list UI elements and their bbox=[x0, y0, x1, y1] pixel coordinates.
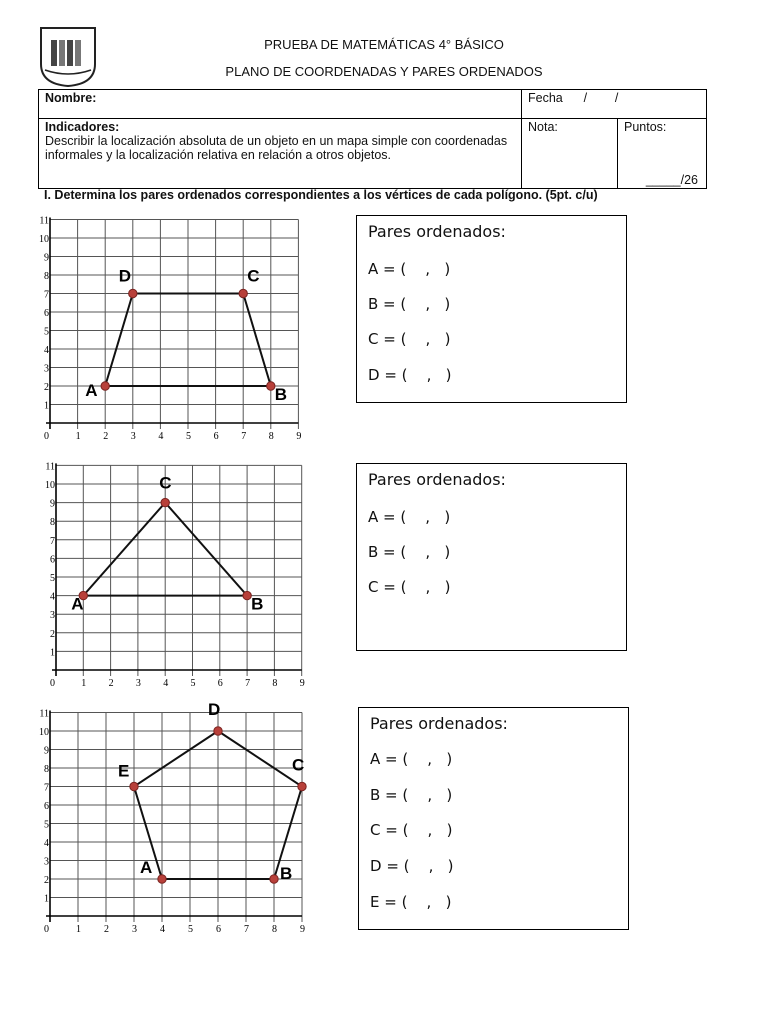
y-tick-label: 7 bbox=[44, 289, 49, 301]
answer-row-c[interactable]: C = ( , ) bbox=[370, 821, 453, 839]
x-tick-label: 4 bbox=[163, 678, 169, 689]
nombre-label: Nombre: bbox=[45, 91, 97, 105]
y-tick-label: 6 bbox=[44, 801, 49, 812]
answer-row-b[interactable]: B = ( , ) bbox=[370, 786, 453, 804]
answer-panel-1 bbox=[356, 215, 627, 403]
y-tick-label: 11 bbox=[39, 215, 49, 227]
y-tick-label: 8 bbox=[44, 271, 49, 282]
puntos-label: Puntos: bbox=[624, 120, 667, 134]
answer-row-b[interactable]: B = ( , ) bbox=[368, 295, 451, 313]
x-tick-label: 4 bbox=[160, 924, 165, 935]
vertex-d bbox=[214, 727, 222, 735]
nota-cell[interactable] bbox=[522, 119, 618, 189]
nombre-field[interactable] bbox=[39, 90, 522, 119]
vertex-c bbox=[298, 782, 306, 790]
vertex-d bbox=[129, 289, 137, 297]
x-tick-label: 1 bbox=[81, 678, 87, 689]
coordinate-grid-1 bbox=[34, 209, 314, 443]
y-tick-label: 1 bbox=[50, 647, 55, 659]
vertex-c bbox=[161, 498, 169, 506]
vertex-label-b: B bbox=[274, 385, 288, 404]
y-tick-label: 9 bbox=[50, 498, 55, 510]
y-tick-label: 8 bbox=[50, 517, 55, 529]
x-tick-label: 2 bbox=[108, 678, 114, 689]
x-tick-label: 9 bbox=[300, 924, 305, 935]
answer-row-d[interactable]: D = ( , ) bbox=[368, 366, 452, 384]
y-tick-label: 11 bbox=[39, 708, 49, 720]
x-tick-label: 8 bbox=[268, 431, 274, 442]
x-tick-label: 6 bbox=[217, 678, 223, 689]
nota-label: Nota: bbox=[528, 120, 558, 134]
answer-row-c[interactable]: C = ( , ) bbox=[368, 578, 451, 596]
y-tick-label: 10 bbox=[39, 727, 49, 738]
x-tick-label: 3 bbox=[130, 431, 136, 442]
coordinate-grid-2 bbox=[34, 457, 314, 689]
vertex-b bbox=[243, 591, 251, 599]
instruction-text: I. Determina los pares ordenados correspondientes a los vértices de cada polígono. (5pt. c/u) bbox=[44, 188, 598, 202]
x-tick-label: 4 bbox=[158, 431, 164, 442]
x-tick-label: 3 bbox=[132, 924, 137, 935]
y-tick-label: 11 bbox=[45, 461, 55, 473]
panel-title: Pares ordenados: bbox=[368, 222, 506, 241]
vertex-label-b: B bbox=[280, 864, 293, 883]
y-tick-label: 2 bbox=[50, 628, 55, 640]
y-tick-label: 4 bbox=[44, 345, 49, 356]
y-tick-label: 5 bbox=[50, 573, 55, 584]
y-tick-label: 10 bbox=[39, 234, 49, 245]
y-tick-label: 1 bbox=[44, 893, 49, 905]
x-tick-label: 0 bbox=[44, 924, 49, 935]
answer-row-a[interactable]: A = ( , ) bbox=[368, 508, 451, 526]
vertex-label-a: A bbox=[140, 858, 153, 877]
x-tick-label: 8 bbox=[272, 924, 277, 935]
x-tick-label: 0 bbox=[44, 431, 49, 442]
y-tick-label: 3 bbox=[44, 363, 49, 375]
vertex-label-a: A bbox=[71, 594, 84, 614]
y-tick-label: 3 bbox=[50, 610, 55, 622]
x-tick-label: 3 bbox=[135, 678, 141, 689]
y-tick-label: 4 bbox=[50, 591, 55, 603]
y-tick-label: 7 bbox=[44, 782, 49, 794]
vertex-label-c: C bbox=[292, 755, 305, 775]
student-info-table bbox=[38, 89, 707, 189]
fecha-label: Fecha / / bbox=[528, 91, 619, 105]
y-tick-label: 9 bbox=[44, 252, 49, 264]
y-tick-label: 2 bbox=[44, 875, 49, 886]
answer-panel-2 bbox=[356, 463, 627, 651]
vertex-e bbox=[130, 782, 138, 790]
vertex-label-c: C bbox=[159, 473, 172, 493]
x-tick-label: 9 bbox=[299, 678, 305, 689]
x-tick-label: 1 bbox=[76, 924, 81, 935]
y-tick-label: 6 bbox=[50, 554, 55, 566]
vertex-a bbox=[158, 875, 166, 883]
exam-title: PRUEBA DE MATEMÁTICAS 4° BÁSICO bbox=[264, 37, 504, 52]
vertex-label-d: D bbox=[208, 702, 221, 719]
indicadores-label: Indicadores: bbox=[45, 120, 120, 134]
vertex-label-e: E bbox=[118, 761, 130, 781]
puntos-cell[interactable] bbox=[618, 119, 707, 189]
vertex-label-d: D bbox=[118, 266, 132, 286]
x-tick-label: 2 bbox=[104, 924, 109, 935]
y-tick-label: 7 bbox=[50, 535, 55, 547]
x-tick-label: 0 bbox=[50, 678, 55, 689]
answer-row-e[interactable]: E = ( , ) bbox=[370, 893, 452, 911]
panel-title: Pares ordenados: bbox=[368, 470, 506, 489]
vertex-label-b: B bbox=[251, 594, 264, 614]
x-tick-label: 2 bbox=[103, 431, 109, 442]
vertex-label-c: C bbox=[247, 266, 260, 286]
vertex-b bbox=[270, 875, 278, 883]
y-tick-label: 1 bbox=[44, 400, 49, 412]
puntos-value: _____/26 bbox=[645, 173, 698, 187]
x-tick-label: 6 bbox=[213, 431, 219, 442]
x-tick-label: 7 bbox=[244, 924, 249, 935]
vertex-b bbox=[267, 382, 275, 390]
x-tick-label: 7 bbox=[241, 431, 247, 442]
answer-panel-3 bbox=[358, 707, 629, 930]
y-tick-label: 4 bbox=[44, 838, 49, 849]
x-tick-label: 5 bbox=[188, 924, 193, 935]
exam-subtitle: PLANO DE COORDENADAS Y PARES ORDENADOS bbox=[225, 64, 543, 79]
y-tick-label: 6 bbox=[44, 308, 49, 319]
y-tick-label: 8 bbox=[44, 764, 49, 775]
panel-title: Pares ordenados: bbox=[370, 714, 508, 733]
y-tick-label: 5 bbox=[44, 326, 49, 338]
vertex-a bbox=[101, 382, 109, 390]
x-tick-label: 7 bbox=[245, 678, 251, 689]
answer-row-a[interactable]: A = ( , ) bbox=[370, 750, 453, 768]
y-tick-label: 3 bbox=[44, 856, 49, 868]
y-tick-label: 2 bbox=[44, 382, 49, 393]
coordinate-grid-3 bbox=[34, 702, 314, 936]
indicadores-text: Describir la localización absoluta de un objeto en un mapa simple con coordenadas informales y la localización relativa en relación a otros objetos. bbox=[45, 134, 508, 162]
answer-row-a[interactable]: A = ( , ) bbox=[368, 260, 451, 278]
x-tick-label: 5 bbox=[190, 678, 196, 689]
y-tick-label: 9 bbox=[44, 745, 49, 757]
vertex-c bbox=[239, 289, 247, 297]
x-tick-label: 1 bbox=[75, 431, 81, 442]
x-tick-label: 9 bbox=[296, 431, 302, 442]
answer-row-b[interactable]: B = ( , ) bbox=[368, 543, 451, 561]
x-tick-label: 6 bbox=[216, 924, 221, 935]
vertex-label-a: A bbox=[85, 381, 98, 400]
indicadores-cell bbox=[39, 119, 522, 189]
answer-row-c[interactable]: C = ( , ) bbox=[368, 330, 451, 348]
x-tick-label: 5 bbox=[186, 431, 191, 442]
fecha-field[interactable] bbox=[522, 90, 707, 119]
x-tick-label: 8 bbox=[272, 678, 278, 689]
y-tick-label: 5 bbox=[44, 819, 49, 831]
answer-row-d[interactable]: D = ( , ) bbox=[370, 857, 454, 875]
y-tick-label: 10 bbox=[45, 480, 55, 491]
